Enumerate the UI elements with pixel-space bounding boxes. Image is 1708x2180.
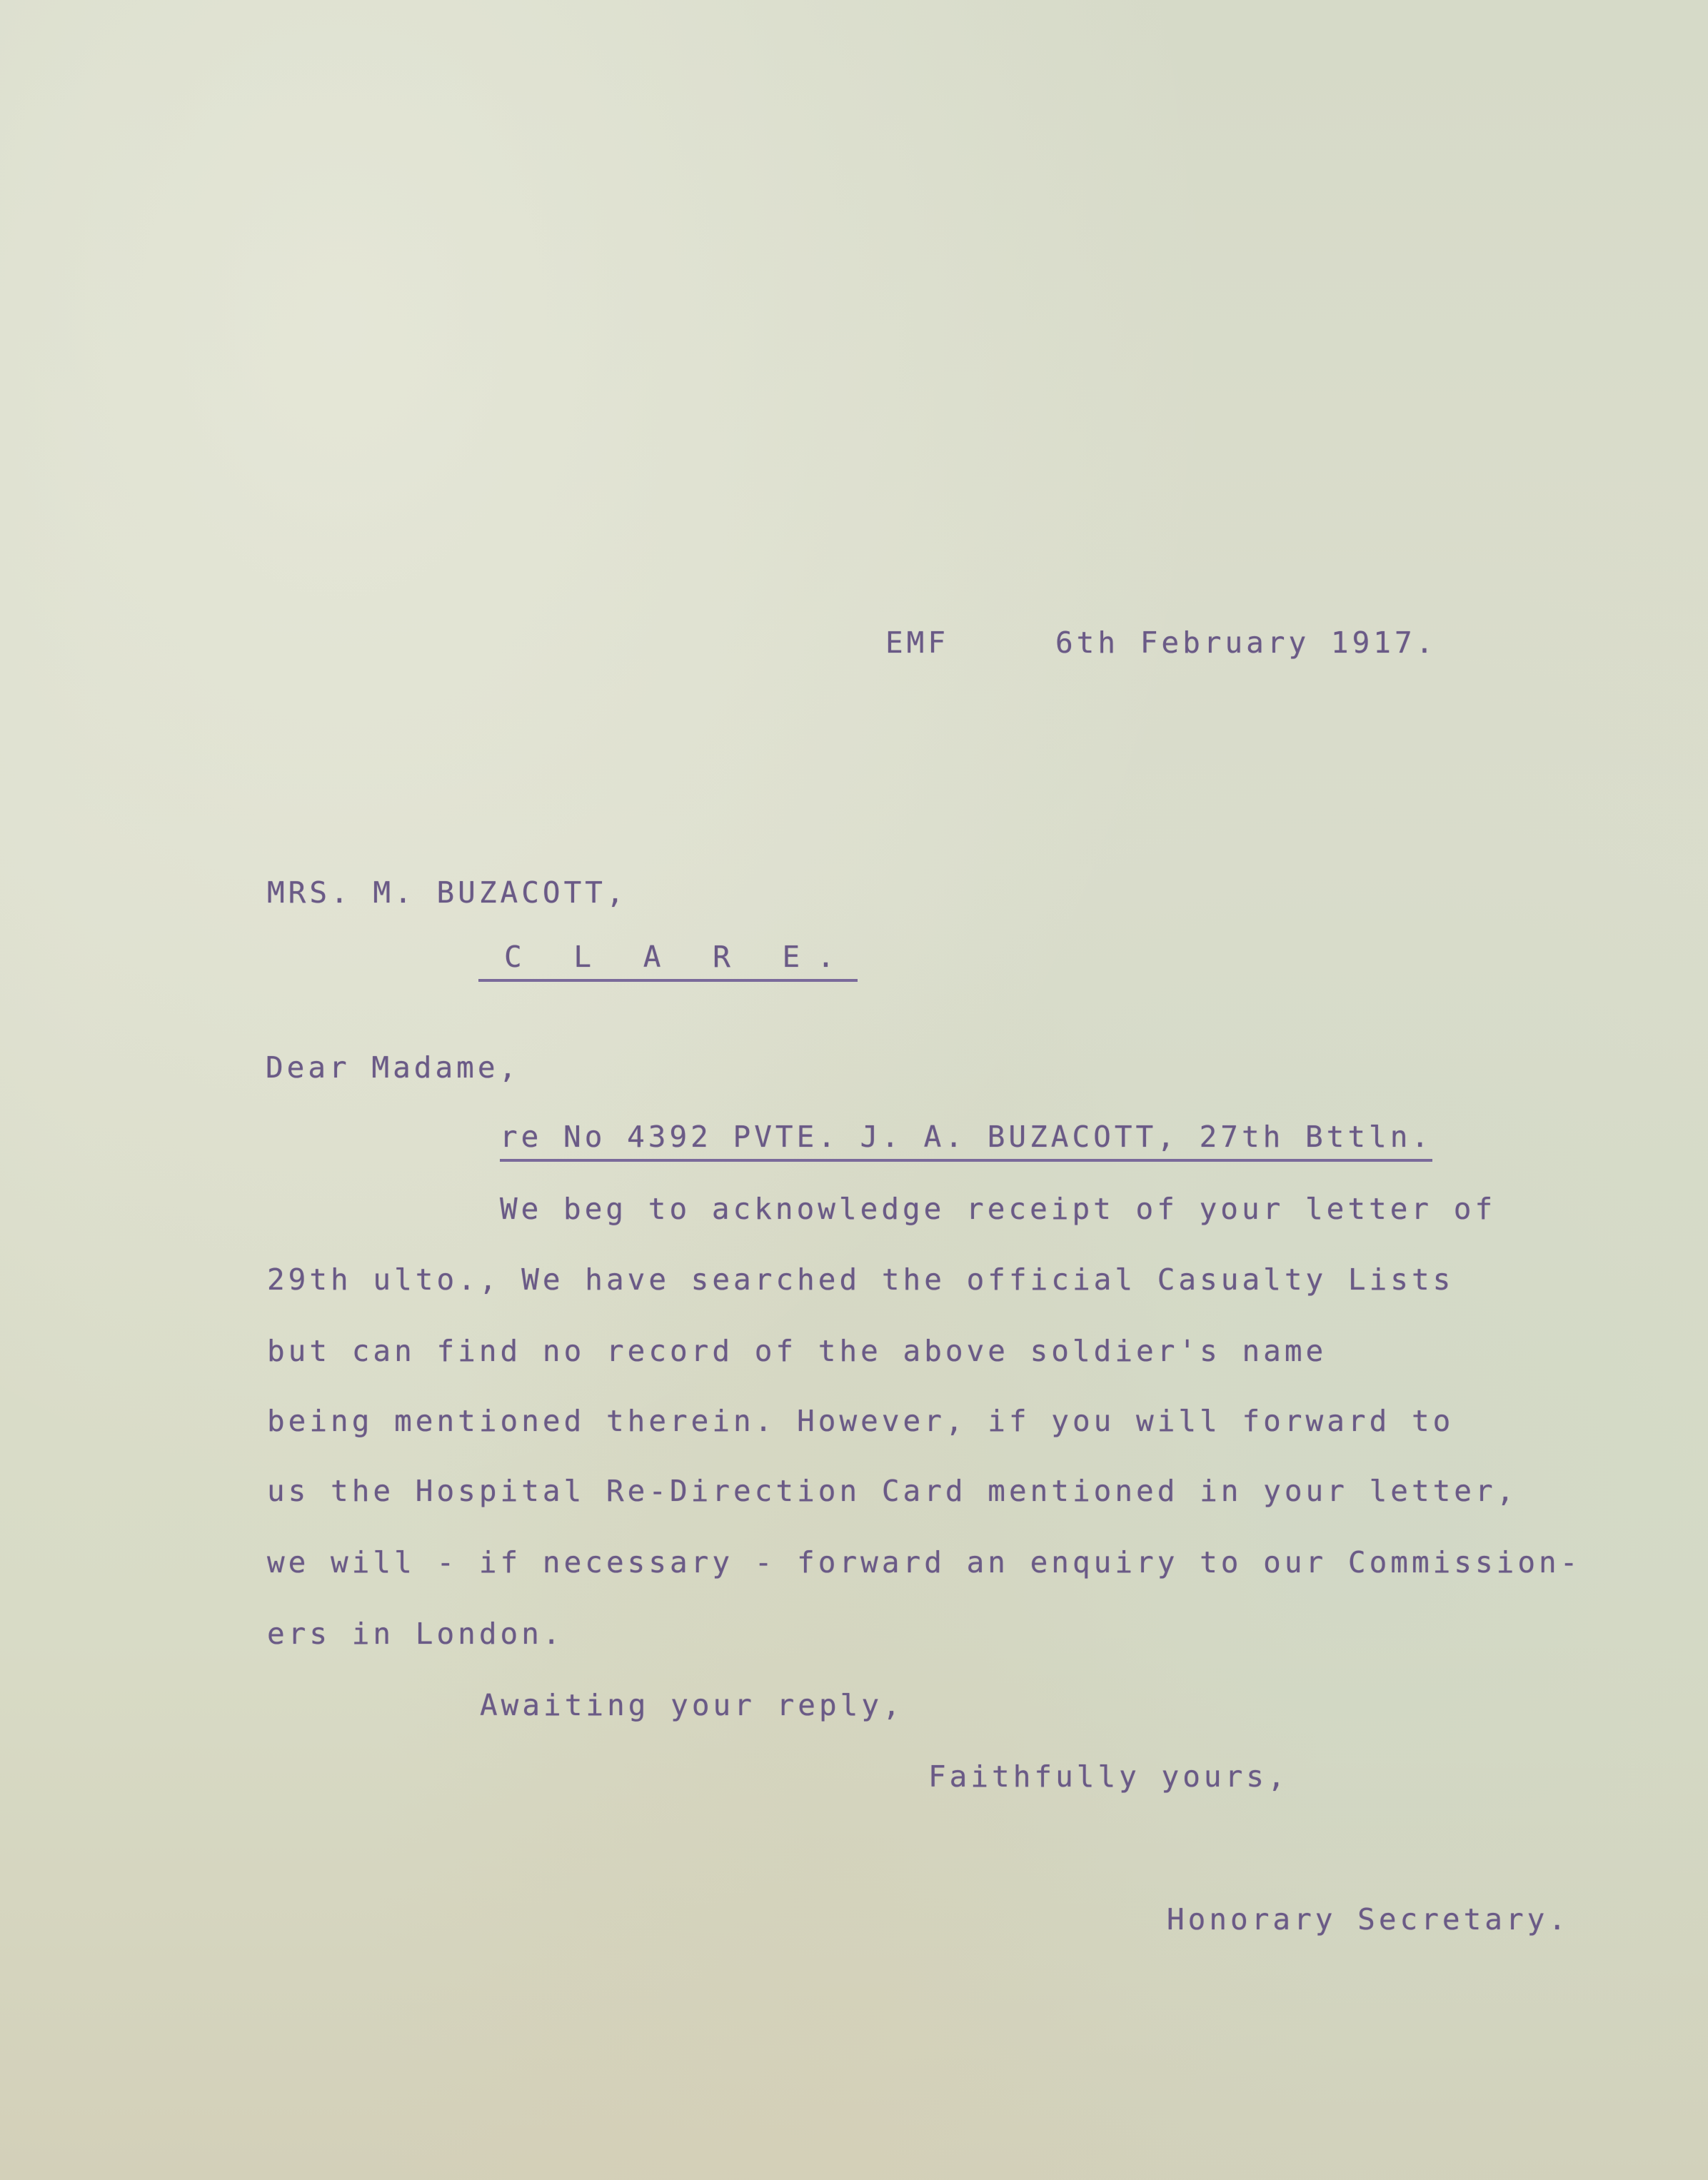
closing-line: Awaiting your reply, [480, 1688, 904, 1722]
subject-line: re No 4392 PVTE. J. A. BUZACOTT, 27th Bttln. [500, 1122, 1432, 1162]
signatory-title: Honorary Secretary. [1167, 1902, 1569, 1937]
valediction: Faithfully yours, [928, 1759, 1289, 1794]
typist-initials: EMF [885, 626, 950, 660]
letter-date: 6th February 1917. [1055, 626, 1437, 660]
body-line: being mentioned therein. However, if you will forward to [267, 1404, 1455, 1438]
body-line: we will - if necessary - forward an enquiry to our Commission- [267, 1545, 1582, 1579]
recipient-name: MRS. M. BUZACOTT, [267, 875, 628, 910]
body-line: We beg to acknowledge receipt of your letter of [500, 1192, 1497, 1226]
body-line: us the Hospital Re-Direction Card mentioned in your letter, [267, 1474, 1518, 1508]
body-line: ers in London. [267, 1617, 564, 1651]
body-line: 29th ulto., We have searched the official Casualty Lists [267, 1262, 1455, 1297]
salutation: Dear Madame, [266, 1050, 521, 1085]
body-line: but can find no record of the above soldier's name [267, 1334, 1327, 1368]
recipient-town: C L A R E. [478, 943, 858, 982]
